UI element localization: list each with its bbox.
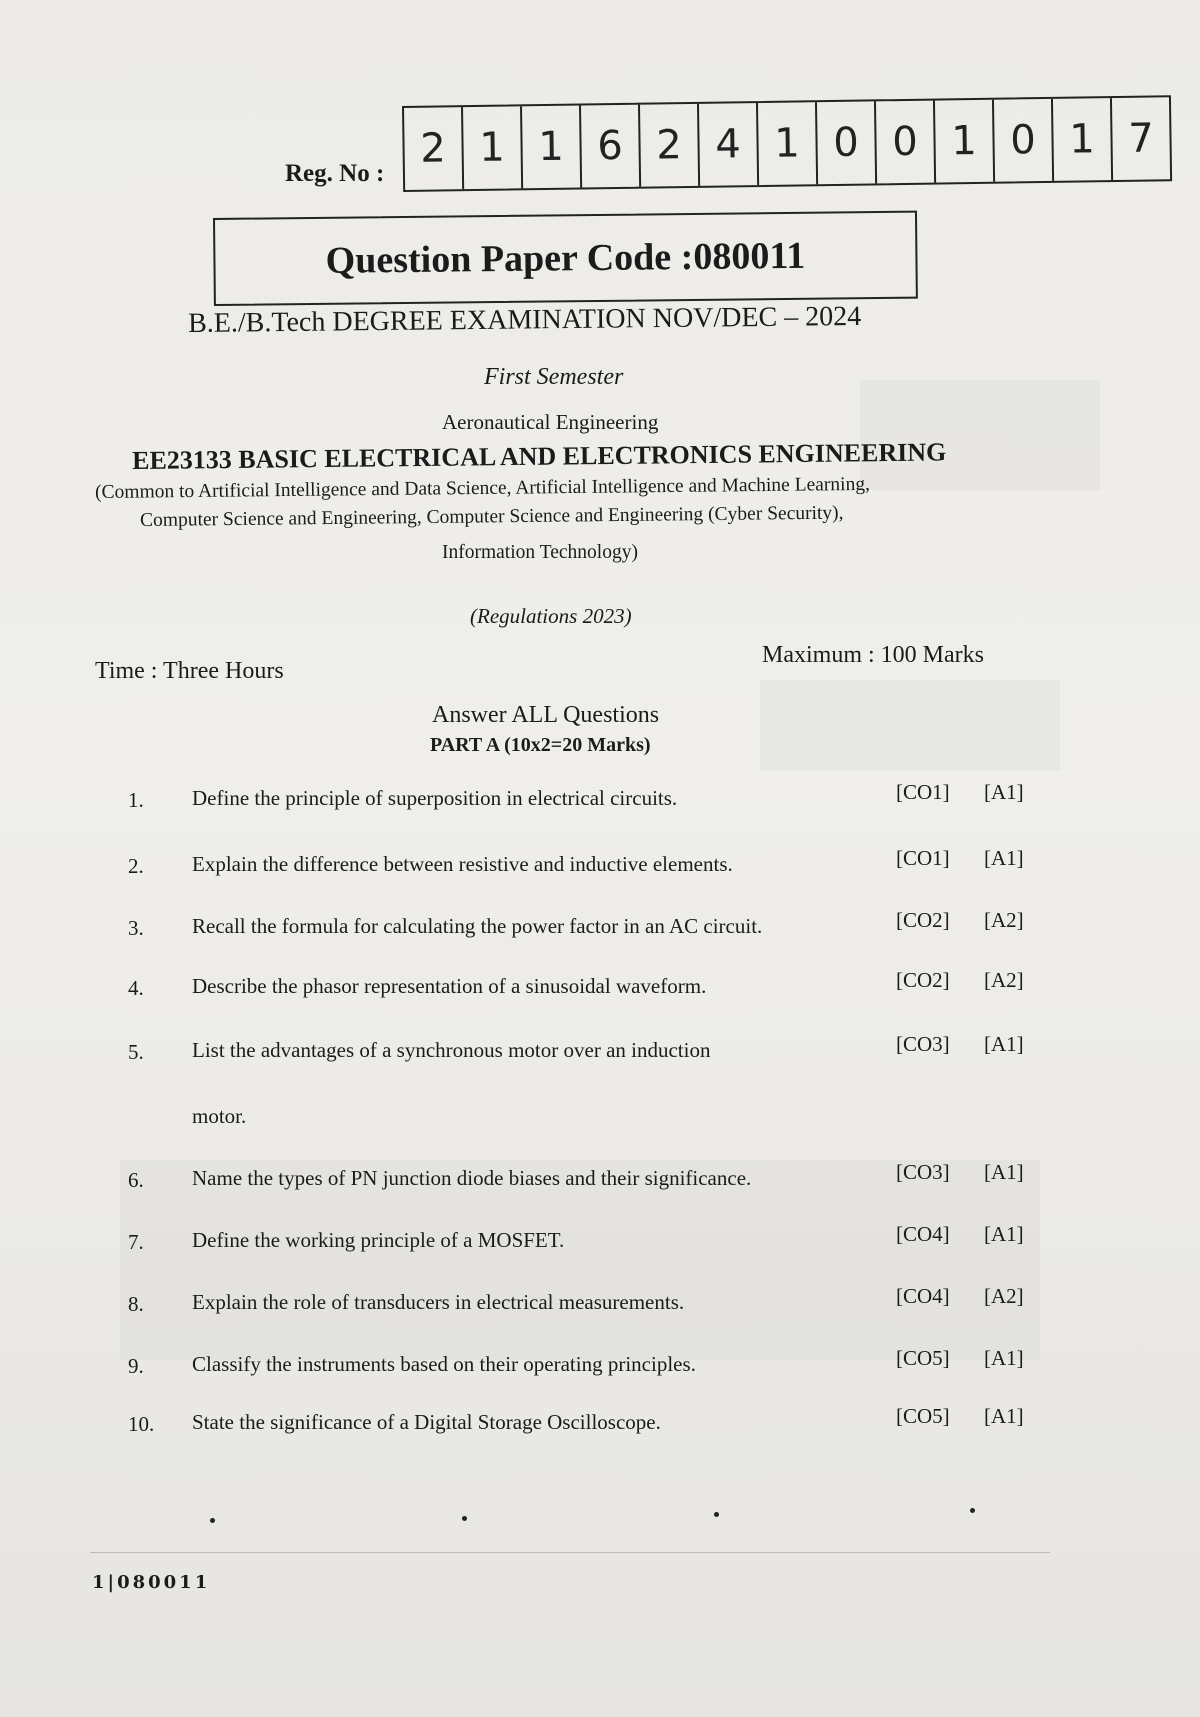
assessment-level: [A1] [984,1032,1024,1056]
assessment-level: [A1] [984,1404,1024,1428]
instructions: Answer ALL Questions [432,702,660,728]
question-text: Classify the instruments based on their operating principles. [192,1352,696,1376]
question-row [0,968,1200,1008]
page-footer: 1|080011 [92,1572,211,1593]
exam-title: B.E./B.Tech DEGREE EXAMINATION NOV/DEC – 2024 [188,300,862,339]
question-row [0,1404,1200,1444]
reg-digit-box: 1 [1053,98,1113,181]
assessment-level: [A2] [984,908,1024,932]
reg-digit-box: 1 [463,106,523,189]
course-outcome: [CO2] [896,908,950,932]
question-text: Name the types of PN junction diode biases and their significance. [192,1166,752,1190]
question-number: 6. [128,1168,144,1192]
reg-digit-box: 1 [758,102,818,185]
reg-digit-box: 1 [935,100,995,183]
ink-dot [462,1516,467,1521]
department: Aeronautical Engineering [442,410,659,434]
question-row [0,780,1200,820]
ink-dot [210,1518,215,1523]
maximum-marks: Maximum : 100 Marks [762,642,984,668]
question-text: Define the working principle of a MOSFET. [192,1228,565,1252]
course-outcome: [CO4] [896,1284,950,1308]
question-row [0,1346,1200,1386]
course-outcome: [CO5] [896,1404,950,1428]
reg-digit-box: 1 [522,106,582,189]
question-text: Define the principle of superposition in electrical circuits. [192,786,678,810]
question-row [0,846,1200,886]
question-row [0,1222,1200,1262]
assessment-level: [A1] [984,1160,1024,1184]
reg-digit-box: 0 [876,101,936,184]
course-outcome: [CO3] [896,1160,950,1184]
question-number: 4. [128,976,144,1000]
question-number: 3. [128,916,144,940]
question-number: 8. [128,1292,144,1316]
course-outcome: [CO1] [896,846,950,870]
course-outcome: [CO3] [896,1032,950,1056]
course-outcome: [CO1] [896,780,950,804]
ink-dot [714,1512,719,1517]
common-to-line: Information Technology) [442,542,638,563]
course-outcome: [CO2] [896,968,950,992]
question-row [0,1284,1200,1324]
reg-digit-box: 2 [404,107,464,190]
question-number: 5. [128,1040,144,1064]
paper-code-box [213,211,918,306]
ink-dot [970,1508,975,1513]
bleed-through-shade [760,680,1060,770]
reg-digit-box: 0 [994,99,1054,182]
reg-digit-box: 0 [817,101,877,184]
question-text: List the advantages of a synchronous motor over an induction [192,1038,711,1062]
paper-code: Question Paper Code :080011 [325,234,806,282]
question-text: Recall the formula for calculating the power factor in an AC circuit. [192,914,763,938]
assessment-level: [A1] [984,1346,1024,1370]
question-row [0,1160,1200,1200]
assessment-level: [A2] [984,968,1024,992]
question-text: State the significance of a Digital Storage Oscilloscope. [192,1410,661,1434]
exam-time: Time : Three Hours [95,658,284,684]
reg-no-boxes [402,95,1172,192]
part-a-heading: PART A (10x2=20 Marks) [430,734,651,756]
common-to-line: Computer Science and Engineering, Computer Science and Engineering (Cyber Security), [140,502,844,531]
semester: First Semester [484,364,624,390]
course-title: EE23133 BASIC ELECTRICAL AND ELECTRONICS ENGINEERING [132,437,947,475]
assessment-level: [A1] [984,1222,1024,1246]
footer-divider [90,1552,1050,1553]
question-number: 7. [128,1230,144,1254]
question-number: 2. [128,854,144,878]
reg-digit-box: 4 [699,103,759,186]
reg-digit-box: 2 [640,104,700,187]
course-outcome: [CO4] [896,1222,950,1246]
question-number: 10. [128,1412,155,1436]
reg-digit-box: 6 [581,105,641,188]
common-to-line: (Common to Artificial Intelligence and Data Science, Artificial Intelligence and Machine Learning, [95,473,871,503]
question-text: Explain the role of transducers in electrical measurements. [192,1290,685,1314]
regulations: (Regulations 2023) [470,604,632,628]
assessment-level: [A2] [984,1284,1024,1308]
question-text: Describe the phasor representation of a sinusoidal waveform. [192,974,707,998]
question-text-continuation: motor. [192,1104,247,1128]
question-row [0,908,1200,948]
question-number: 9. [128,1354,144,1378]
question-number: 1. [128,788,144,812]
question-row [0,1032,1200,1072]
assessment-level: [A1] [984,780,1024,804]
assessment-level: [A1] [984,846,1024,870]
bleed-through-shade [860,380,1100,490]
reg-no-label: Reg. No : [285,160,385,187]
reg-digit-box: 7 [1127,115,1155,162]
course-outcome: [CO5] [896,1346,950,1370]
question-text: Explain the difference between resistive and inductive elements. [192,852,733,876]
